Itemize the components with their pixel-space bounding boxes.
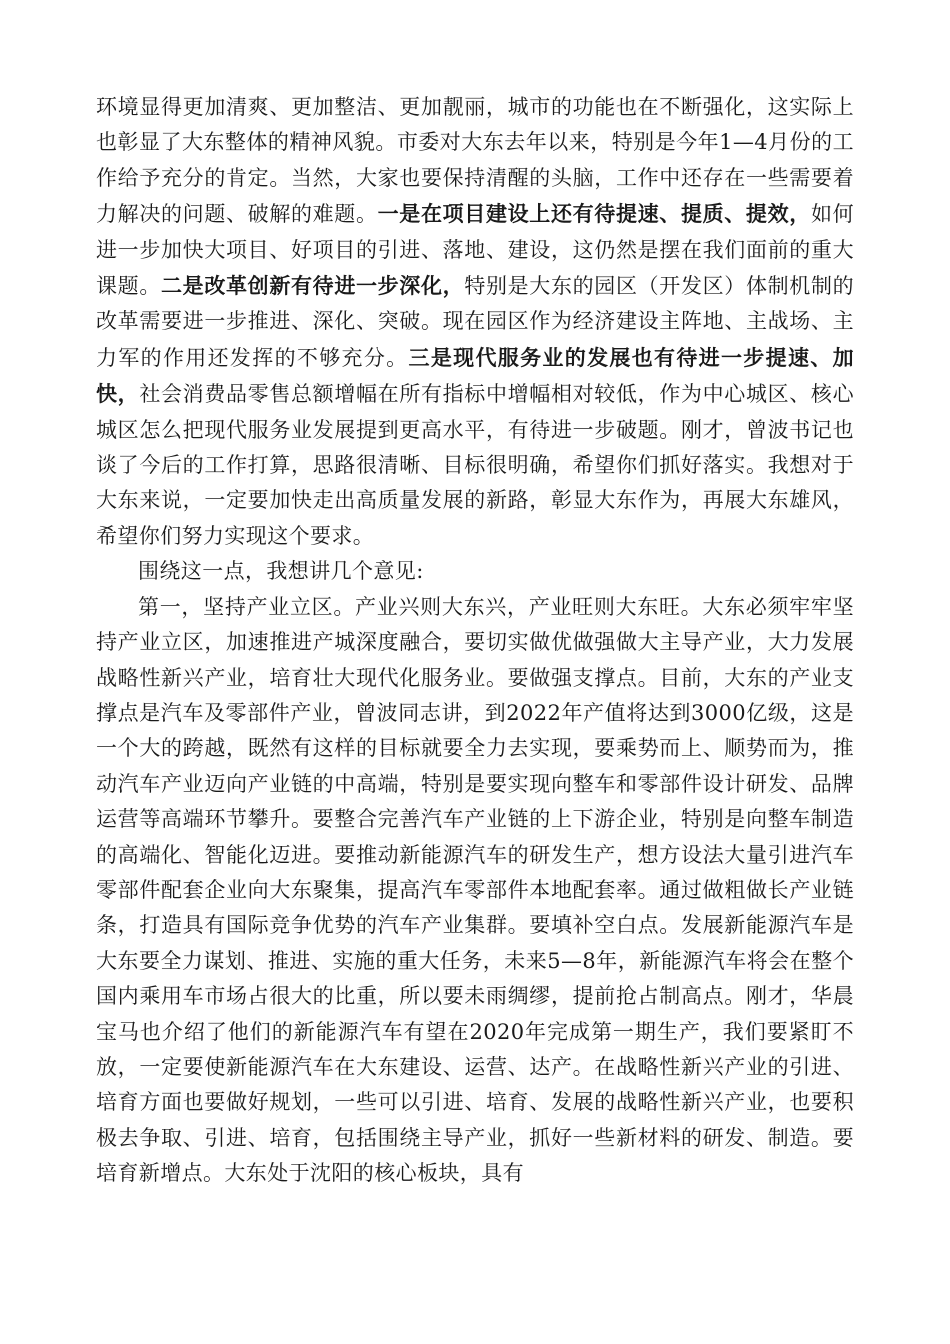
paragraph-2 (96, 554, 854, 589)
paragraph-3 (96, 590, 854, 1192)
bold-point-3: 三是现代服务业的发展也有待进一步提速、加快， (96, 344, 854, 407)
text-run: 如何进一步加快大项目、好项目的引进、落地、建设，这仍然是摆在我们面前的重大课题。 (96, 202, 855, 299)
text-run: 围绕这一点，我想讲几个意见: (138, 559, 424, 584)
bold-point-2: 二是改革创新有待进一步深化， (161, 273, 465, 299)
text-run: 第一，坚持产业立区。产业兴则大东兴，产业旺则大东旺。大东必须牢牢坚持产业立区，加速推进产城深度融合，要切实做优做强做大主导产业，大力发展战略性新兴产业，培育壮大现代化服务业。要做强支撑点。目前，大东的产业支撑点是汽车及零部件产业，曾波同志讲，到2022年产值将达到3000亿级，这是一个大的跨越，既然有这样的目标就要全力去实现，要乘势而上、顺势而为，推动汽车产业迈向产业链的中高端，特别是要实现向整车和零部件设计研发、品牌运营等高端环节攀升。要整合完善汽车产业链的上下游企业，特别是向整车制造的高端化、智能化迈进。要推动新能源汽车的研发生产，想方设法大量引进汽车零部件配套企业向大东聚集，提高汽车零部件本地配套率。通过做粗做长产业链条，打造具有国际竞争优势的汽车产业集群。要填补空白点。发展新能源汽车是大东要全力谋划、推进、实施的重大任务，未来5—8年，新能源汽车将会在整个国内乘用车市场占很大的比重，所以要未雨绸缪，提前抢占制高点。刚才，华晨宝马也介绍了他们的新能源汽车有望在2020年完成第一期生产，我们要紧盯不放，一定要使新能源汽车在大东建设、运营、达产。在战略性新兴产业的引进、培育方面也要做好规划，一些可以引进、培育、发展的战略性新兴产业，也要积极去争取、引进、培育，包括围绕主导产业，抓好一些新材料的研发、制造。要培育新增点。大东处于沈阳的核心板块，具有 (96, 594, 854, 1186)
bold-point-1: 一是在项目建设上还有待提速、提质、提效， (377, 201, 811, 227)
text-run: 社会消费品零售总额增幅在所有指标中增幅相对较低，作为中心城区、核心城区怎么把现代服务业发展提到更高水平，有待进一步破题。刚才，曾波书记也谈了今后的工作打算，思路很清晰、目标很明确，希望你们抓好落实。我想对于大东来说，一定要加快走出高质量发展的新路，彰显大东作为，再展大东雄风，希望你们努力实现这个要求。 (96, 382, 854, 548)
text-run: 环境显得更加清爽、更加整洁、更加靓丽，城市的功能也在不断强化，这实际上也彰显了大东整体的精神风貌。市委对大东去年以来，特别是今年1—4月份的工作给予充分的肯定。当然，大家也要保持清醒的头脑，工作中还存在一些需要着力解决的问题、破解的难题。 (96, 95, 854, 227)
paragraph-1 (96, 90, 854, 554)
text-run: 特别是大东的园区（开发区）体制机制的改革需要进一步推进、深化、突破。现在园区作为经济建设主阵地、主战场、主力军的作用还发挥的不够充分。 (96, 274, 855, 370)
document-page (96, 90, 854, 1192)
